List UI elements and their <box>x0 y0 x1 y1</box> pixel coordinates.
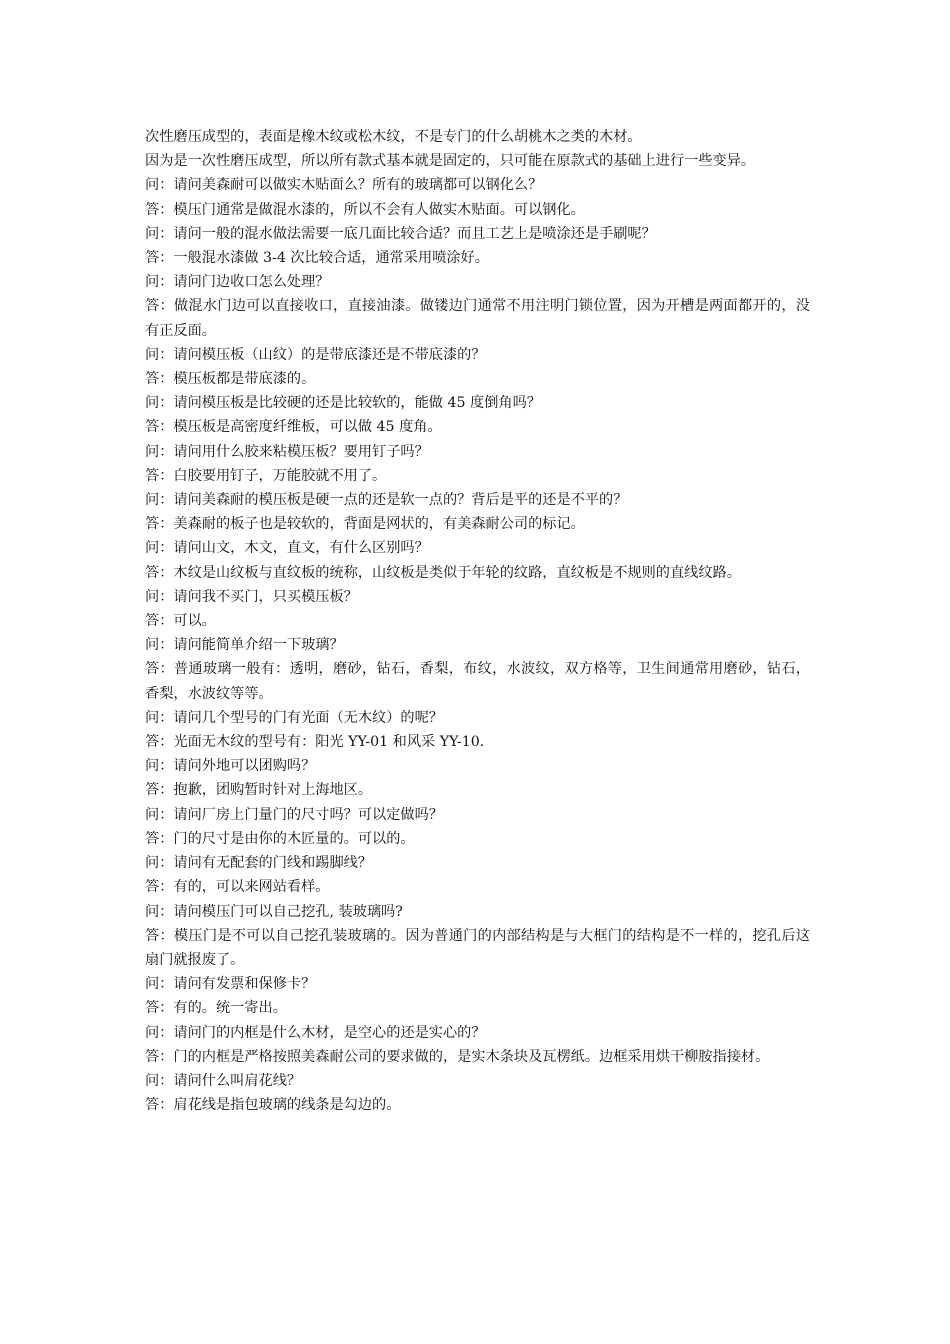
question-5: 问：请问模压板是比较硬的还是比较软的，能做 45 度倒角吗？ <box>145 395 541 412</box>
question-10: 问：请问能简单介绍一下玻璃？ <box>145 637 344 654</box>
answer-17: 答：门的内框是严格按照美森耐公司的要求做的，是实木条块及瓦楞纸。边框采用烘干柳胺指接材。 <box>145 1048 770 1065</box>
answer-11: 答：光面无木纹的型号有：阳光 YY-01 和风采 YY-10. <box>145 734 485 751</box>
question-1: 问：请问美森耐可以做实木贴面么？所有的玻璃都可以钢化么？ <box>145 177 543 194</box>
question-11: 问：请问几个型号的门有光面（无木纹）的呢？ <box>145 709 443 726</box>
question-18: 问：请问什么叫肩花线？ <box>145 1072 302 1089</box>
answer-7: 答：美森耐的板子也是较软的，背面是网状的，有美森耐公司的标记。 <box>145 516 585 533</box>
paragraph-intro-1: 次性磨压成型的，表面是橡木纹或松木纹，不是专门的什么胡桃木之类的木材。 <box>145 129 642 145</box>
question-3: 问：请问门边收口怎么处理？ <box>145 274 330 291</box>
question-14: 问：请问有无配套的门线和踢脚线？ <box>145 855 373 872</box>
answer-16: 答：有的。统一寄出。 <box>145 1000 287 1017</box>
question-13: 问：请问厂房上门量门的尺寸吗？可以定做吗？ <box>145 806 443 823</box>
answer-12: 答：抱歉，团购暂时针对上海地区。 <box>145 782 373 799</box>
answer-13: 答：门的尺寸是由你的木匠量的。可以的。 <box>145 830 415 847</box>
answer-1: 答：模压门通常是做混水漆的，所以不会有人做实木贴面。可以钢化。 <box>145 201 585 218</box>
question-12: 问：请问外地可以团购吗？ <box>145 758 316 775</box>
question-6: 问：请问用什么胶来粘模压板？要用钉子吗？ <box>145 443 429 460</box>
question-2: 问：请问一般的混水做法需要一底几面比较合适？而且工艺上是喷涂还是手刷呢？ <box>145 225 656 242</box>
document-body <box>145 125 810 1117</box>
answer-2: 答：一般混水漆做 3-4 次比较合适，通常采用喷涂好。 <box>145 250 489 267</box>
question-4: 问：请问模压板（山纹）的是带底漆还是不带底漆的？ <box>145 346 486 363</box>
answer-9: 答：可以。 <box>145 613 216 630</box>
paragraph-intro-2: 因为是一次性磨压成型，所以所有款式基本就是固定的，只可能在原款式的基础上进行一些变异。 <box>145 153 756 170</box>
answer-15: 答：模压门是不可以自己挖孔装玻璃的。因为普通门的内部结构是与大框门的结构是不一样的，挖孔后这扇门就报废了。 <box>145 927 810 968</box>
question-7: 问：请问美森耐的模压板是硬一点的还是软一点的？背后是平的还是不平的？ <box>145 492 628 509</box>
question-17: 问：请问门的内框是什么木材，是空心的还是实心的？ <box>145 1024 486 1041</box>
answer-14: 答：有的，可以来网站看样。 <box>145 879 330 896</box>
answer-5: 答：模压板是高密度纤维板，可以做 45 度角。 <box>145 419 442 436</box>
answer-10: 答：普通玻璃一般有：透明，磨砂，钻石，香梨，布纹，水波纹，双方格等，卫生间通常用磨砂，钻石，香梨，水波纹等等。 <box>145 661 810 702</box>
answer-8: 答：木纹是山纹板与直纹板的统称，山纹板是类似于年轮的纹路，直纹板是不规则的直线纹路。 <box>145 564 741 581</box>
question-8: 问：请问山文，木文，直文，有什么区别吗？ <box>145 540 429 557</box>
answer-6: 答：白胶要用钉子，万能胶就不用了。 <box>145 467 387 484</box>
answer-18: 答：肩花线是指包玻璃的线条是勾边的。 <box>145 1097 401 1114</box>
question-16: 问：请问有发票和保修卡？ <box>145 976 316 993</box>
question-9: 问：请问我不买门，只买模压板？ <box>145 588 358 605</box>
answer-3: 答：做混水门边可以直接收口，直接油漆。做镂边门通常不用注明门锁位置，因为开槽是两面都开的，没有正反面。 <box>145 298 810 339</box>
question-15: 问：请问模压门可以自己挖孔, 装玻璃吗? <box>145 903 403 920</box>
answer-4: 答：模压板都是带底漆的。 <box>145 371 316 388</box>
